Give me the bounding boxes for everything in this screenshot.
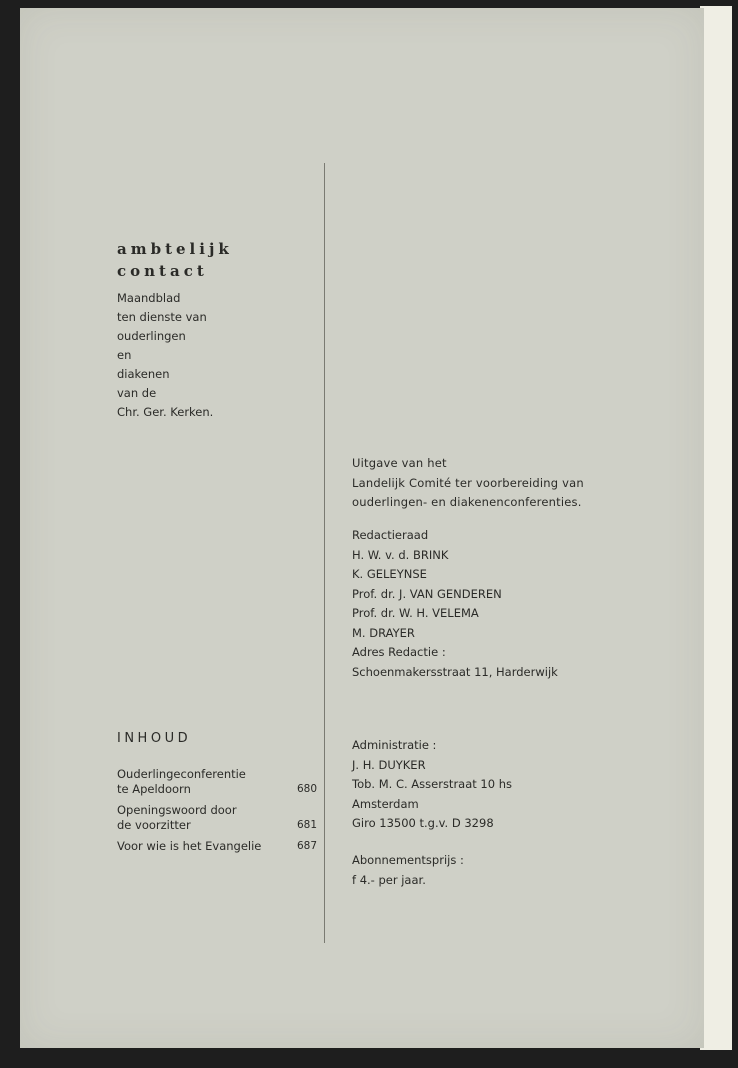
subscription-heading: Abonnementsprijs : [352,853,464,867]
description-line: en [117,348,132,362]
table-of-contents [117,767,317,860]
administration-block [352,736,512,834]
contents-heading: INHOUD [117,731,192,746]
description-line: ten dienste van [117,310,207,324]
toc-entry-page: 680 [296,783,317,795]
masthead [117,238,233,282]
editorial-board-block [352,526,558,682]
publisher-block [352,454,584,513]
toc-entry [117,803,317,833]
editorial-board-member: M. DRAYER [352,625,415,640]
description-line: van de [117,386,157,400]
column-divider [324,163,325,943]
masthead-line-2: contact [117,262,208,280]
toc-entry-title: de voorzitter [117,818,191,832]
description-line: Maandblad [117,291,181,305]
editorial-board-member: H. W. v. d. BRINK [352,547,449,562]
masthead-line-1: ambtelijk [117,240,233,258]
subscription-price: f 4.- per jaar. [352,872,426,887]
publisher-line: ouderlingen- en diakenenconferenties. [352,495,582,509]
editorial-board-member: Prof. dr. W. H. VELEMA [352,606,479,620]
publisher-line: Landelijk Comité ter voorbereiding van [352,475,584,490]
editorial-board-member: K. GELEYNSE [352,567,427,581]
editorial-address: Schoenmakersstraat 11, Harderwijk [352,664,558,679]
administration-line: Amsterdam [352,796,419,811]
page-edge [700,6,732,1050]
toc-entry-title: Voor wie is het Evangelie [117,839,262,853]
toc-entry-page: 687 [296,840,317,852]
toc-entry-page: 681 [296,819,317,831]
editorial-address-label: Adres Redactie : [352,645,446,659]
description-line: ouderlingen [117,329,186,343]
description-line: Chr. Ger. Kerken. [117,405,214,419]
toc-entry-title: te Apeldoorn [117,782,191,796]
administration-line: Giro 13500 t.g.v. D 3298 [352,816,494,830]
editorial-board-heading: Redactieraad [352,528,429,542]
administration-line: Tob. M. C. Asserstraat 10 hs [352,777,513,791]
publisher-line: Uitgave van het [352,456,447,470]
editorial-board-member: Prof. dr. J. VAN GENDEREN [352,586,502,601]
subscription-block [352,851,464,890]
toc-entry [117,767,317,797]
publication-description [117,289,213,422]
administration-line: J. H. DUYKER [352,757,426,772]
description-line: diakenen [117,367,170,381]
magazine-page [20,8,704,1048]
toc-entry [117,839,317,854]
toc-entry-title: Ouderlingeconferentie [117,767,246,781]
administration-heading: Administratie : [352,738,437,752]
toc-entry-title: Openingswoord door [117,803,237,817]
